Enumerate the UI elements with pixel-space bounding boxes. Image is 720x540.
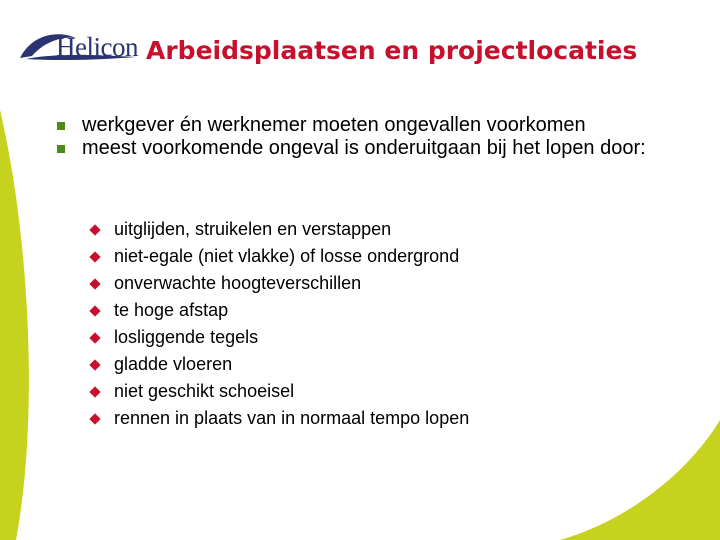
sub-bullet-text: losliggende tegels (114, 327, 259, 347)
list-item (88, 405, 469, 432)
diamond-bullet-icon (89, 251, 100, 262)
sub-bullet-text: gladde vloeren (114, 354, 233, 374)
diamond-bullet-icon (89, 386, 100, 397)
sub-bullet-text: te hoge afstap (114, 300, 229, 320)
list-item (88, 270, 469, 297)
list-item (56, 114, 696, 136)
list-item (88, 243, 469, 270)
square-bullet-icon (57, 145, 65, 153)
helicon-logo (18, 24, 148, 68)
bullet-text: werkgever én werknemer moeten ongevallen voorkomen (82, 114, 586, 136)
slide-title: Arbeidsplaatsen en projectlocaties (146, 36, 638, 65)
list-item (88, 297, 469, 324)
list-item (88, 324, 469, 351)
diamond-bullet-icon (89, 359, 100, 370)
diamond-bullet-icon (89, 278, 100, 289)
sub-bullet-list (88, 216, 469, 432)
square-bullet-icon (57, 122, 65, 130)
bullet-list (56, 114, 696, 160)
diamond-bullet-icon (89, 413, 100, 424)
diamond-bullet-icon (89, 332, 100, 343)
sub-bullet-text: rennen in plaats van in normaal tempo lopen (114, 408, 470, 428)
sub-bullet-text: niet geschikt schoeisel (114, 381, 295, 401)
bullet-text: meest voorkomende ongeval is onderuitgaan bij het lopen door: (82, 137, 646, 159)
diamond-bullet-icon (89, 305, 100, 316)
sub-bullet-text: niet-egale (niet vlakke) of losse ondergrond (114, 246, 460, 266)
list-item (88, 351, 469, 378)
list-item (56, 137, 696, 159)
sub-bullet-text: uitglijden, struikelen en verstappen (114, 219, 392, 239)
diamond-bullet-icon (89, 224, 100, 235)
logo-text: Helicon (56, 32, 138, 62)
list-item (88, 378, 469, 405)
list-item (88, 216, 469, 243)
sub-bullet-text: onverwachte hoogteverschillen (114, 273, 362, 293)
